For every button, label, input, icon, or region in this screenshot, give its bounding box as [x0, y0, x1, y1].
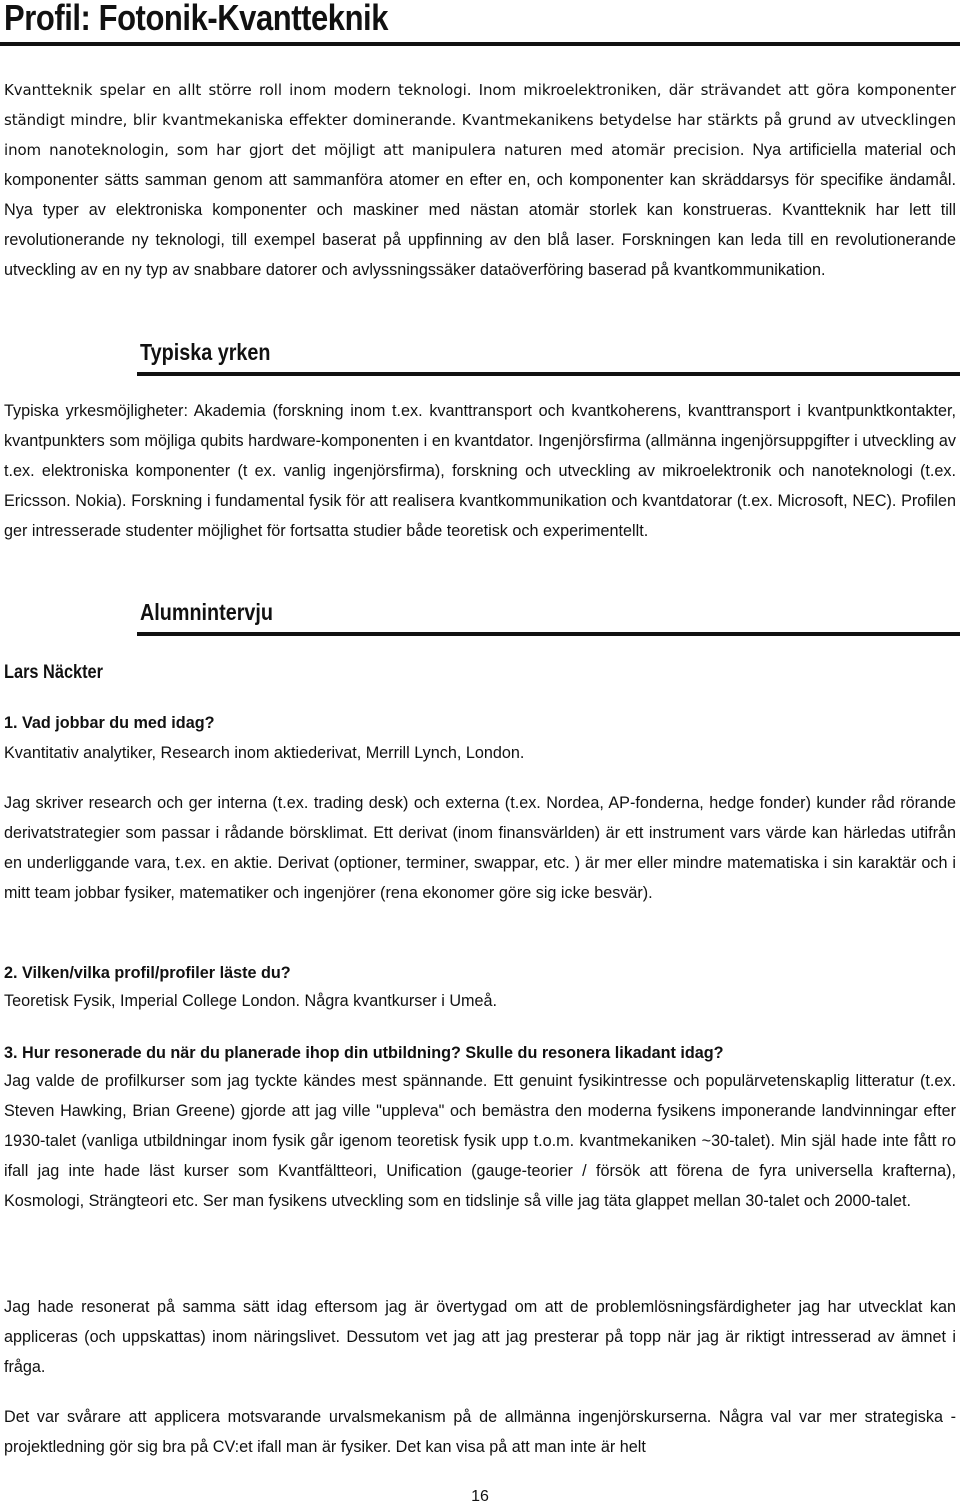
answer-3-final: Det var svårare att applicera motsvarande urvalsmekanism på de allmänna ingenjörskurserna. Några val var mer strategiska - projektledning gör sig bra på CV:et ifall man är fysiker. Det kan visa på att man inte är helt — [4, 1408, 956, 1456]
interview-heading-rule — [137, 632, 960, 636]
careers-paragraph: Typiska yrkesmöjligheter: Akademia (forskning inom t.ex. kvanttransport och kvantkoherens, kvanttransport i kvantpunktkontakter, kvantpunkters som möjliga qubits hardware-komponenten i en kvantdator. Ingenjörsfirma (allmänna ingenjörsuppgifter i utveckling av t.ex. elektroniska komponenter (t ex. vanlig ingenjörsfirma), forskning och utveckling av mikroelektronik och nanoteknologi (t.ex. Ericsson. Nokia). Forskning i fundamental fysik för att realisera kvantkommunikation och kvantdatorar (t.ex. Microsoft, NEC). Profilen ger intresserade studenter möjlighet för fortsatta studier både teoretisk och experimentellt. — [4, 402, 956, 540]
question-3: 3. Hur resonerade du när du planerade ihop din utbildning? Skulle du resonera likadant idag? — [4, 1044, 724, 1062]
answer-3: Jag valde de profilkurser som jag tyckte kändes mest spännande. Ett genuint fysikintresse och populärvetenskaplig litteratur (t.ex. Steven Hawking, Brian Greene) gjorde att jag ville "uppleva" och bemästra den moderna fysikens imponerande landvinningar efter 1930-talet (vanliga utbildningar inom fysik går igenom teoretisk fysik upp t.o.m. kvantmekaniken ~30-talet). Min själ hade inte fått ro ifall jag inte hade läst kurser som Kvantfältteori, Unification (gauge-teorier / försök att förena de fyra universella krafterna), Kosmologi, Strängteori etc. Ser man fysikens utveckling som en tidslinje så ville jag täta glappet mellan 30-talet och 2000-talet. — [4, 1072, 956, 1210]
alumni-name: Lars Näckter — [4, 662, 104, 683]
answer-1: Kvantitativ analytiker, Research inom aktiederivat, Merrill Lynch, London. — [4, 744, 525, 762]
careers-heading: Typiska yrken — [140, 339, 271, 365]
title-divider — [0, 42, 960, 46]
answer-1-details: Jag skriver research och ger interna (t.ex. trading desk) och externa (t.ex. Nordea, AP-fonderna, hedge fonder) kunder råd rörande derivatstrategier som passar i rådande börsklimat. Ett derivat (inom finansvärlden) är ett instrument vars värde kan härledas utifrån en underliggande vara, t.ex. en aktie. Derivat (optioner, terminer, swappar, etc. ) är mer eller mindre matematiska i sin karaktär och i mitt team jobbar fysiker, matematiker och ingenjörer (rena ekonomer göre sig icke besvär). — [4, 794, 956, 902]
page-number: 16 — [471, 1488, 489, 1505]
intro-paragraph-part1: Kvantteknik spelar en allt större roll inom modern teknologi. Inom mikroelektroniken, där strävandet att göra komponenter ständigt mindre, blir kvantmekaniska effekter dominerande. Kvantmekanikens betydelse har stärkts på grund av utvecklingen inom nanoteknologin, som har gjort det möjligt att manipulera naturen med atomär precision. — [4, 81, 956, 159]
answer-3-continued: Jag hade resonerat på samma sätt idag eftersom jag är övertygad om att de problemlösningsfärdigheter jag har utvecklat kan appliceras (och uppskattas) inom näringslivet. Dessutom vet jag att jag presterar på topp när jag är riktigt intresserad av ämnet i fråga. — [4, 1298, 956, 1376]
answer-2: Teoretisk Fysik, Imperial College London. Några kvantkurser i Umeå. — [4, 992, 498, 1010]
intro-paragraph-part2: Nya artificiella material och komponenter sätts samman genom att sammanföra atomer en efter en, och komponenter kan skräddarsys för specifike ändamål. Nya typer av elektroniska komponenter och maskiner med nästan atomär storlek kan konstrueras. Kvantteknik har lett till revolutionerande ny teknologi, till exempel baserat på uppfinning av den blå laser. Forskningen kan leda till en revolutionerande utveckling av en ny typ av snabbare datorer och avlyssningssäker dataöverföring baserad på kvantkommunikation. — [4, 141, 957, 279]
intro-paragraph — [4, 75, 956, 285]
careers-heading-rule — [137, 372, 960, 376]
question-1: 1. Vad jobbar du med idag? — [4, 714, 215, 732]
interview-heading: Alumnintervju — [140, 599, 273, 625]
question-2: 2. Vilken/vilka profil/profiler läste du? — [4, 964, 291, 982]
page-title: Profil: Fotonik-Kvantteknik — [4, 0, 389, 38]
